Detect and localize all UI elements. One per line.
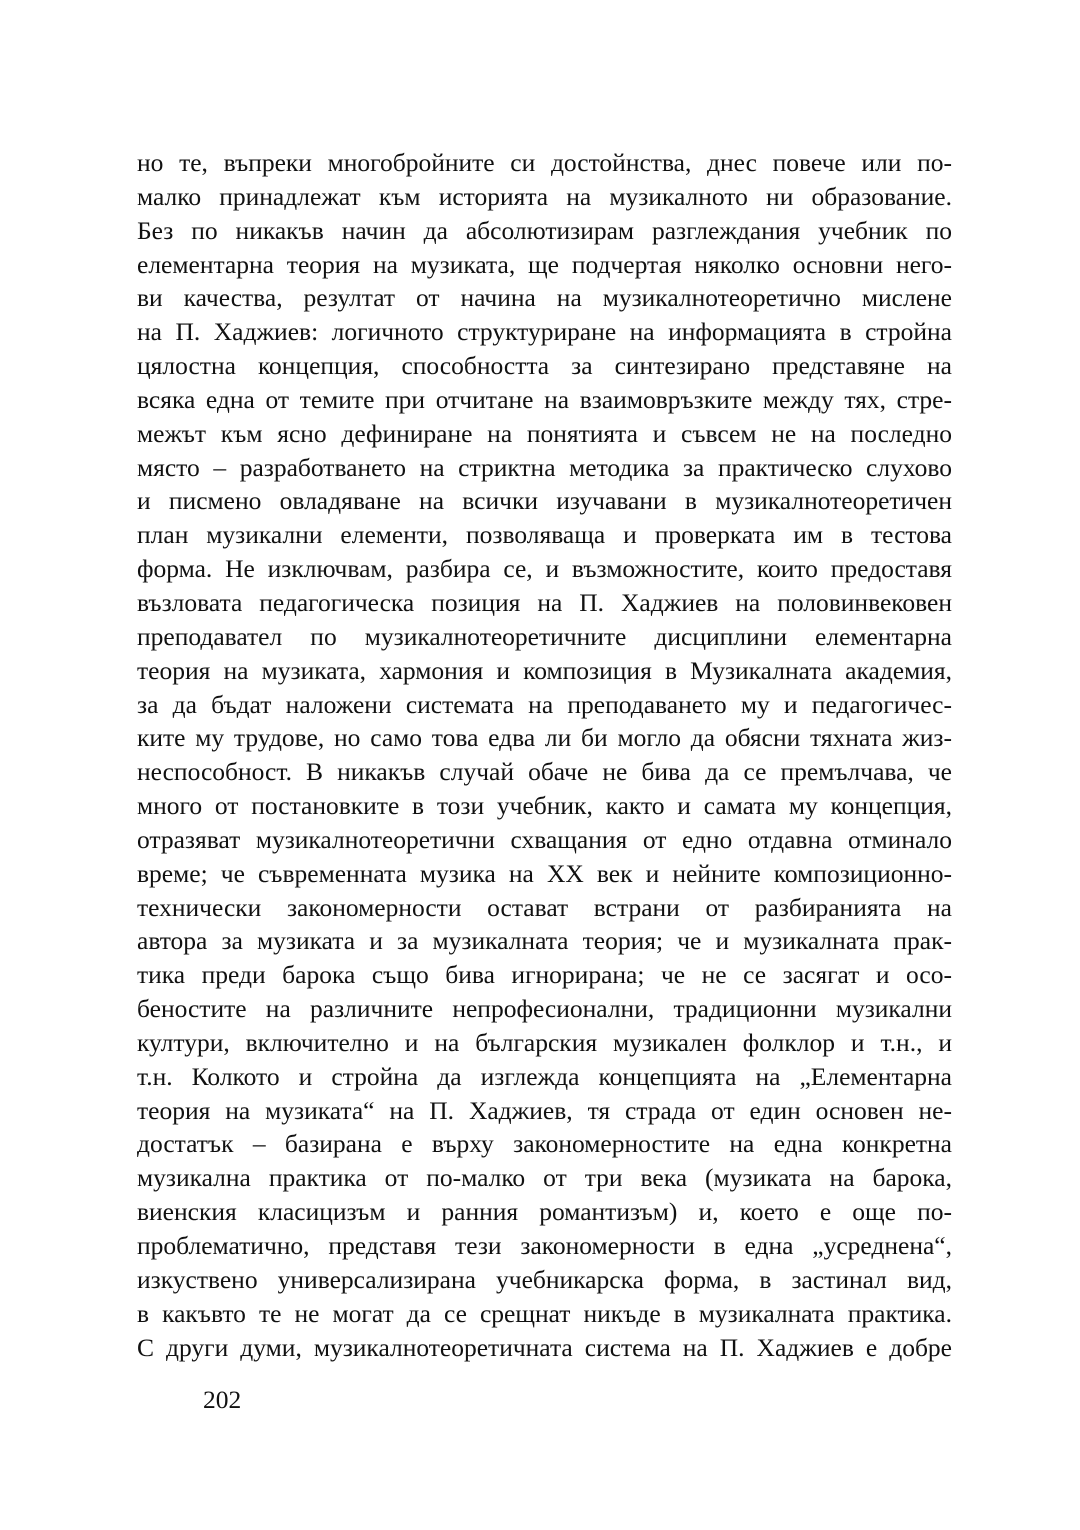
text-line: възловата педагогическа позиция на П. Хаджиев на половинвековен (137, 587, 952, 617)
page-number: 202 (203, 1385, 242, 1414)
text-line: отразяват музикалнотеоретични схващания от едно отдавна отминало (137, 824, 952, 854)
text-line: достатък – базирана е върху закономерностите на една конкретна (137, 1129, 952, 1159)
text-line: място – разработването на стриктна методика за практическо слухово (137, 452, 952, 482)
text-line: тика преди барока също бива игнорирана; че не се засягат и осо- (137, 960, 952, 990)
text-line: и писмено овладяване на всички изучавани в музикалнотеоретичен (137, 486, 952, 516)
text-line: Без по никакъв начин да абсолютизирам разглеждания учебник по (137, 215, 952, 245)
text-line: време; че съвременната музика на ХХ век и нейните композиционно- (137, 858, 952, 888)
text-line: форма. Не изключвам, разбира се, и възможностите, които предоставя (137, 554, 952, 584)
text-line: в какъвто те не могат да се срещнат никъде в музикалната практика. (137, 1298, 952, 1328)
text-line: елементарна теория на музиката, ще подчертая няколко основни него- (137, 249, 952, 279)
text-line: план музикални елементи, позволяваща и проверката им в тестова (137, 520, 952, 550)
body-text (137, 146, 952, 1364)
text-line: ви качества, резултат от начина на музикалнотеоретично мислене (137, 283, 952, 313)
text-line: автора за музиката и за музикалната теория; че и музикалната прак- (137, 926, 952, 956)
text-line: много от постановките в този учебник, както и самата му концепция, (137, 791, 952, 821)
text-line: теория на музиката“ на П. Хаджиев, тя страда от един основен не- (137, 1095, 952, 1125)
text-line: но те, въпреки многобройните си достойнства, днес повече или по- (137, 148, 952, 177)
text-line: виенския класицизъм и ранния романтизъм) и, което е още по- (137, 1197, 952, 1227)
text-line: цялостна концепция, способността за синтезирано представяне на (137, 351, 952, 381)
text-line: технически закономерности остават встрани от разбиранията на (137, 892, 952, 922)
text-line: С други думи, музикалнотеоретичната система на П. Хаджиев е добре (137, 1332, 952, 1362)
text-line: проблематично, представя тези закономерности в една „усреднена“, (137, 1231, 952, 1260)
text-line: теория на музиката, хармония и композиция в Музикалната академия, (137, 655, 952, 685)
text-line: ките му трудове, но само това едва ли би могло да обясни тяхната жиз- (137, 723, 952, 753)
text-line: беностите на различните непрофесионални, традиционни музикални (137, 994, 952, 1024)
text-line: межът към ясно дефиниране на понятията и съвсем не на последно (137, 418, 952, 448)
text-line: т.н. Колкото и стройна да изглежда концепцията на „Елементарна (137, 1061, 952, 1091)
text-line: на П. Хаджиев: логичното структуриране на информацията в стройна (137, 317, 952, 347)
text-line: култури, включително и на българския музикален фолклор и т.н., и (137, 1027, 952, 1057)
text-line: всяка една от темите при отчитане на взаимовръзките между тях, стре- (137, 384, 952, 414)
text-line: неспособност. В никакъв случай обаче не бива да се премълчава, че (137, 757, 952, 787)
text-line: преподавател по музикалнотеоретичните дисциплини елементарна (137, 621, 952, 651)
text-line: музикална практика от по-малко от три века (музиката на барока, (137, 1163, 952, 1193)
text-line: малко принадлежат към историята на музикалното ни образование. (137, 181, 952, 211)
text-line: за да бъдат наложени системата на преподаването му и педагогичес- (137, 689, 952, 719)
text-line: изкуствено универсализирана учебникарска форма, в застинал вид, (137, 1264, 952, 1294)
